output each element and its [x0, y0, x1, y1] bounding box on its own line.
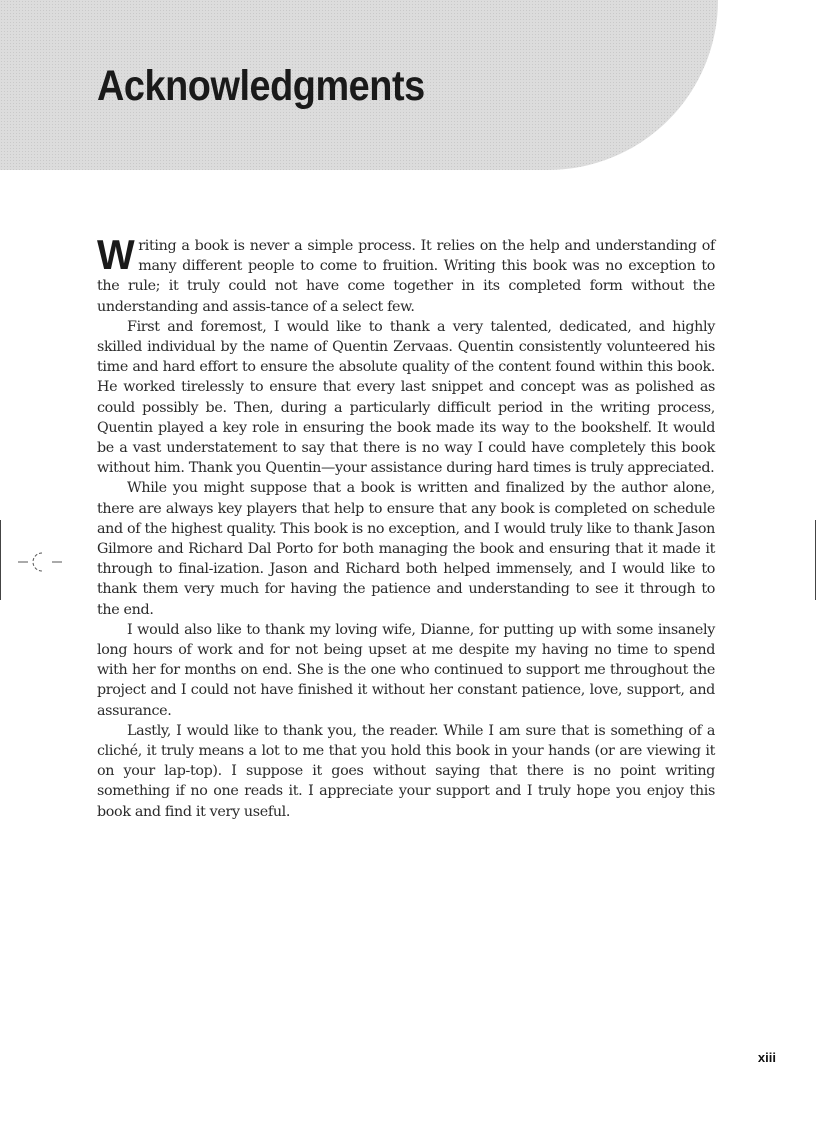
registration-mark-icon [18, 550, 62, 574]
page-title: Acknowledgments [97, 62, 425, 110]
acknowledgments-body [97, 231, 715, 822]
paragraph-5: Lastly, I would like to thank you, the reader. While I am sure that is something of a cliché, it truly means a lot to me that you hold this book in your hands (or are viewing it on your lap-top). I suppose it goes without saying that there is no point writing something if no one reads it. I appreciate your support and I truly hope you enjoy this book and find it very useful. [97, 722, 715, 820]
paragraph-3: While you might suppose that a book is written and finalized by the author alone, there are always key players that help to ensure that any book is completed on schedule and of the highest quality. This book is no exception, and I would truly like to thank Jason Gilmore and Richard Dal Porto for both managing the book and ensuring that it made it through to final-ization. Jason and Richard both helped immensely, and I would like to thank them very much for having the patience and understanding to see it through to the end. [97, 480, 715, 618]
paragraph-4: I would also like to thank my loving wife, Dianne, for putting up with some insanely long hours of work and for not being upset at me despite my having no time to spend with her for months on end. She is the one who continued to support me throughout the project and I could not have finished it without her constant patience, love, support, and assurance. [97, 621, 715, 719]
paragraph-1-text: riting a book is never a simple process. It relies on the help and understanding of many different people to come to fruition. Writing this book was no exception to the rule; it truly could not have come together in its completed form without the understanding and assis-tance of a select few. [97, 238, 715, 315]
crop-mark-left [0, 520, 1, 600]
paragraph-1 [97, 231, 715, 317]
drop-cap: W [97, 231, 135, 278]
paragraph-2: First and foremost, I would like to thank a very talented, dedicated, and highly skilled individual by the name of Quentin Zervaas. Quentin consistently volunteered his time and hard effort to ensure the absolute quality of the content found within this book. He worked tirelessly to ensure that every last snippet and concept was as polished as could possibly be. Then, during a particularly difficult period in the writing process, Quentin played a key role in ensuring the book made its way to the bookshelf. It would be a vast understatement to say that there is no way I could have completely this book without him. Thank you Quentin—your assistance during hard times is truly appreciated. [97, 318, 715, 477]
page-number: xiii [757, 1050, 776, 1065]
